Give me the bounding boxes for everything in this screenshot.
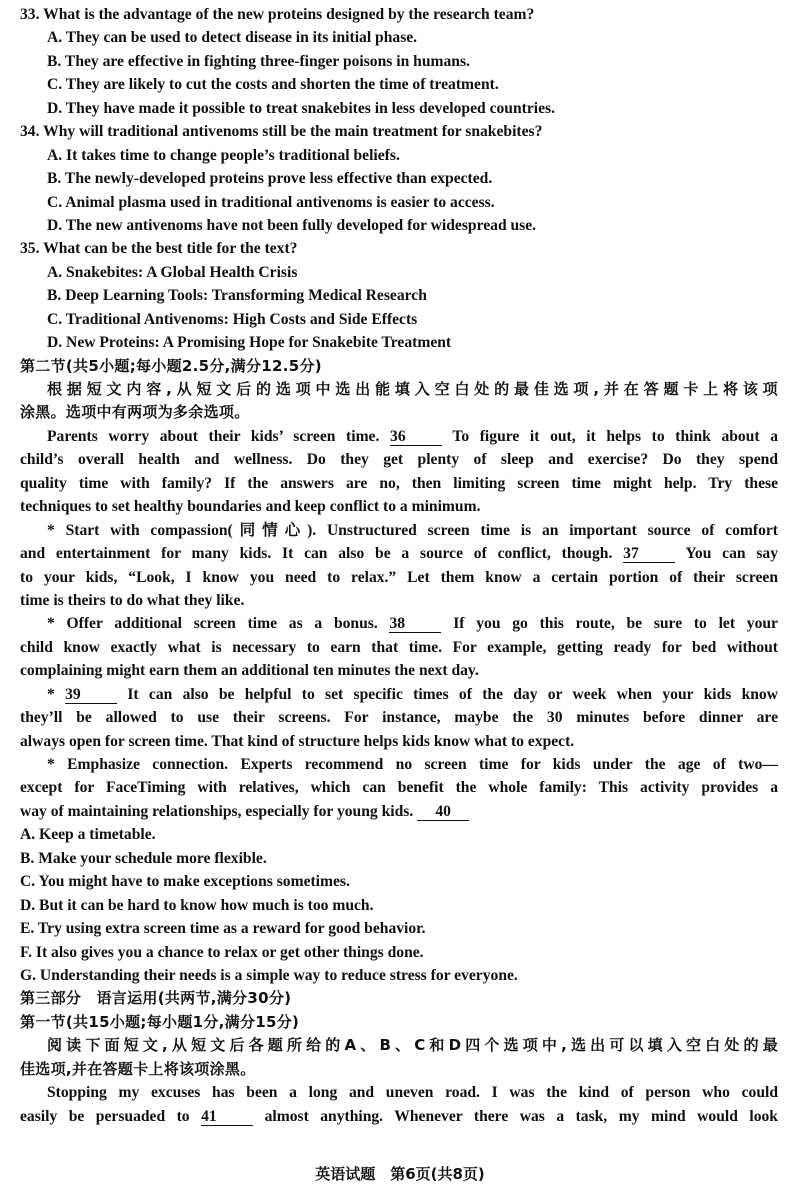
- line-text: techniques to set healthy boundaries and keep conflict to a minimum.: [20, 498, 481, 516]
- answer-option: [20, 191, 778, 214]
- line-text: 佳选项,并在答题卡上将该项涂黑。: [20, 1059, 256, 1078]
- section-instruction-line: [20, 401, 778, 424]
- line-text-continued: If you go this route, be sure to let your: [453, 615, 778, 633]
- passage-line: [20, 472, 778, 495]
- passage-line: [20, 495, 778, 518]
- question-stem: [20, 237, 778, 260]
- line-text: 根据短文内容,从短文后的选项中选出能填入空白处的最佳选项,并在答题卡上将该项: [47, 380, 778, 398]
- question-stem: [20, 3, 778, 26]
- section-instruction-line: [20, 355, 778, 378]
- passage-line: [20, 917, 778, 940]
- line-text: B. The newly-developed proteins prove less effective than expected.: [47, 170, 493, 188]
- passage-line: [20, 519, 778, 542]
- passage-line: [20, 566, 778, 589]
- line-text: A. Keep a timetable.: [20, 826, 156, 844]
- line-text: time is theirs to do what they like.: [20, 591, 245, 609]
- passage-line: [20, 1105, 778, 1128]
- answer-option: [20, 214, 778, 237]
- answer-option: [20, 97, 778, 120]
- line-text-continued: almost anything. Whenever there was a task, my mind would look: [264, 1107, 778, 1125]
- line-text: 第二节(共5小题;每小题2.5分,满分12.5分): [20, 356, 322, 375]
- line-text: C. Animal plasma used in traditional antivenoms is easier to access.: [47, 193, 495, 211]
- line-text: Stopping my excuses has been a long and uneven road. I was the kind of person who could: [47, 1084, 778, 1102]
- line-text: * Offer additional screen time as a bonus.: [47, 615, 378, 633]
- passage-line: [20, 448, 778, 471]
- line-text: * Start with compassion(同情心). Unstructured screen time is an important source of comfort: [47, 521, 778, 539]
- passage-line: [20, 964, 778, 987]
- line-text: D. The new antivenoms have not been fully developed for widespread use.: [47, 216, 537, 234]
- question-stem: [20, 120, 778, 143]
- line-text: complaining might earn them an additional ten minutes the next day.: [20, 662, 479, 680]
- passage-line: [20, 706, 778, 729]
- answer-option: [20, 144, 778, 167]
- answer-option: [20, 331, 778, 354]
- line-text: D. They have made it possible to treat snakebites in less developed countries.: [47, 99, 555, 117]
- section-instruction-line: [20, 1058, 778, 1081]
- line-text: Parents worry about their kids’ screen time.: [47, 427, 380, 445]
- passage-line: [20, 589, 778, 612]
- line-text: D. But it can be hard to know how much is too much.: [20, 896, 374, 914]
- line-text: to your kids, “Look, I know you need to relax.” Let them know a certain portion of their screen: [20, 568, 778, 586]
- answer-option: [20, 26, 778, 49]
- line-text: easily be persuaded to: [20, 1107, 190, 1125]
- line-text: F. It also gives you a chance to relax or get other things done.: [20, 943, 424, 961]
- section-instruction-line: [20, 378, 778, 401]
- answer-blank: 38: [389, 615, 441, 633]
- passage-line: [20, 730, 778, 753]
- page-footer: 英语试题 第6页(共8页): [315, 1165, 485, 1183]
- line-text: way of maintaining relationships, especially for young kids.: [20, 802, 414, 820]
- line-text: C. Traditional Antivenoms: High Costs and Side Effects: [47, 310, 418, 328]
- line-text: quality time with family? If the answers are no, then limiting screen time might help. Try these: [20, 474, 778, 492]
- line-text: 33. What is the advantage of the new proteins designed by the research team?: [20, 6, 535, 23]
- line-text: always open for screen time. That kind of structure helps kids know what to expect.: [20, 732, 575, 750]
- line-text: 35. What can be the best title for the text?: [20, 240, 298, 258]
- line-text: child know exactly what is necessary to earn that time. For example, getting ready for bed without: [20, 638, 778, 656]
- passage-line: [20, 542, 778, 565]
- line-text: D. New Proteins: A Promising Hope for Snakebite Treatment: [47, 334, 452, 352]
- passage-line: [20, 612, 778, 635]
- answer-option: [20, 308, 778, 331]
- section-instruction-line: [20, 1034, 778, 1057]
- passage-line: [20, 894, 778, 917]
- line-text-continued: It can also be helpful to set specific times of the day or week when your kids know: [127, 685, 778, 703]
- line-text: *: [47, 685, 55, 703]
- line-text: except for FaceTiming with relatives, which can benefit the whole family: This activity provides a: [20, 779, 778, 797]
- line-text: B. They are effective in fighting three-finger poisons in humans.: [47, 52, 470, 70]
- line-text: and entertainment for many kids. It can also be a source of conflict, though.: [20, 545, 613, 563]
- answer-blank: 39: [65, 686, 117, 704]
- exam-page-content: [20, 3, 778, 1128]
- answer-option: [20, 73, 778, 96]
- line-text: 第一节(共15小题;每小题1分,满分15分): [20, 1012, 300, 1031]
- passage-line: [20, 776, 778, 799]
- passage-line: [20, 847, 778, 870]
- line-text-continued: To figure it out, it helps to think about a: [452, 427, 778, 445]
- answer-option: [20, 50, 778, 73]
- answer-blank: 41: [201, 1108, 253, 1126]
- passage-line: [20, 659, 778, 682]
- line-text: child’s overall health and wellness. Do they get plenty of sleep and exercise? Do they spend: [20, 451, 778, 469]
- line-text: 阅读下面短文,从短文后各题所给的A、B、C和D四个选项中,选出可以填入空白处的最: [47, 1036, 778, 1055]
- line-text: B. Deep Learning Tools: Transforming Medical Research: [47, 287, 427, 305]
- answer-blank: 36: [390, 428, 442, 446]
- section-instruction-line: [20, 1011, 778, 1034]
- line-text: A. It takes time to change people’s traditional beliefs.: [47, 146, 400, 164]
- line-text: they’ll be allowed to use their screens. For instance, maybe the 30 minutes before dinner are: [20, 709, 778, 727]
- line-text: A. Snakebites: A Global Health Crisis: [47, 263, 298, 281]
- line-text: E. Try using extra screen time as a reward for good behavior.: [20, 920, 426, 938]
- line-text: 34. Why will traditional antivenoms still be the main treatment for snakebites?: [20, 123, 543, 141]
- line-text: 第三部分 语言运用(共两节,满分30分): [20, 989, 292, 1008]
- passage-line: [20, 823, 778, 846]
- answer-blank: 37: [623, 545, 675, 563]
- line-text: B. Make your schedule more flexible.: [20, 849, 267, 867]
- line-text: C. They are likely to cut the costs and shorten the time of treatment.: [47, 76, 499, 94]
- line-text: A. They can be used to detect disease in its initial phase.: [47, 29, 418, 47]
- line-text-continued: You can say: [685, 545, 778, 563]
- passage-line: [20, 870, 778, 893]
- section-instruction-line: [20, 987, 778, 1010]
- passage-line: [20, 425, 778, 448]
- passage-line: [20, 941, 778, 964]
- passage-line: [20, 800, 778, 823]
- line-text: C. You might have to make exceptions sometimes.: [20, 873, 350, 891]
- passage-line: [20, 636, 778, 659]
- passage-line: [20, 683, 778, 706]
- answer-option: [20, 167, 778, 190]
- line-text: 涂黑。选项中有两项为多余选项。: [20, 403, 250, 422]
- passage-line: [20, 753, 778, 776]
- answer-blank: 40: [417, 803, 469, 821]
- passage-line: [20, 1081, 778, 1104]
- line-text: * Emphasize connection. Experts recommend no screen time for kids under the age of two—: [47, 756, 778, 773]
- answer-option: [20, 261, 778, 284]
- answer-option: [20, 284, 778, 307]
- line-text: G. Understanding their needs is a simple way to reduce stress for everyone.: [20, 966, 518, 984]
